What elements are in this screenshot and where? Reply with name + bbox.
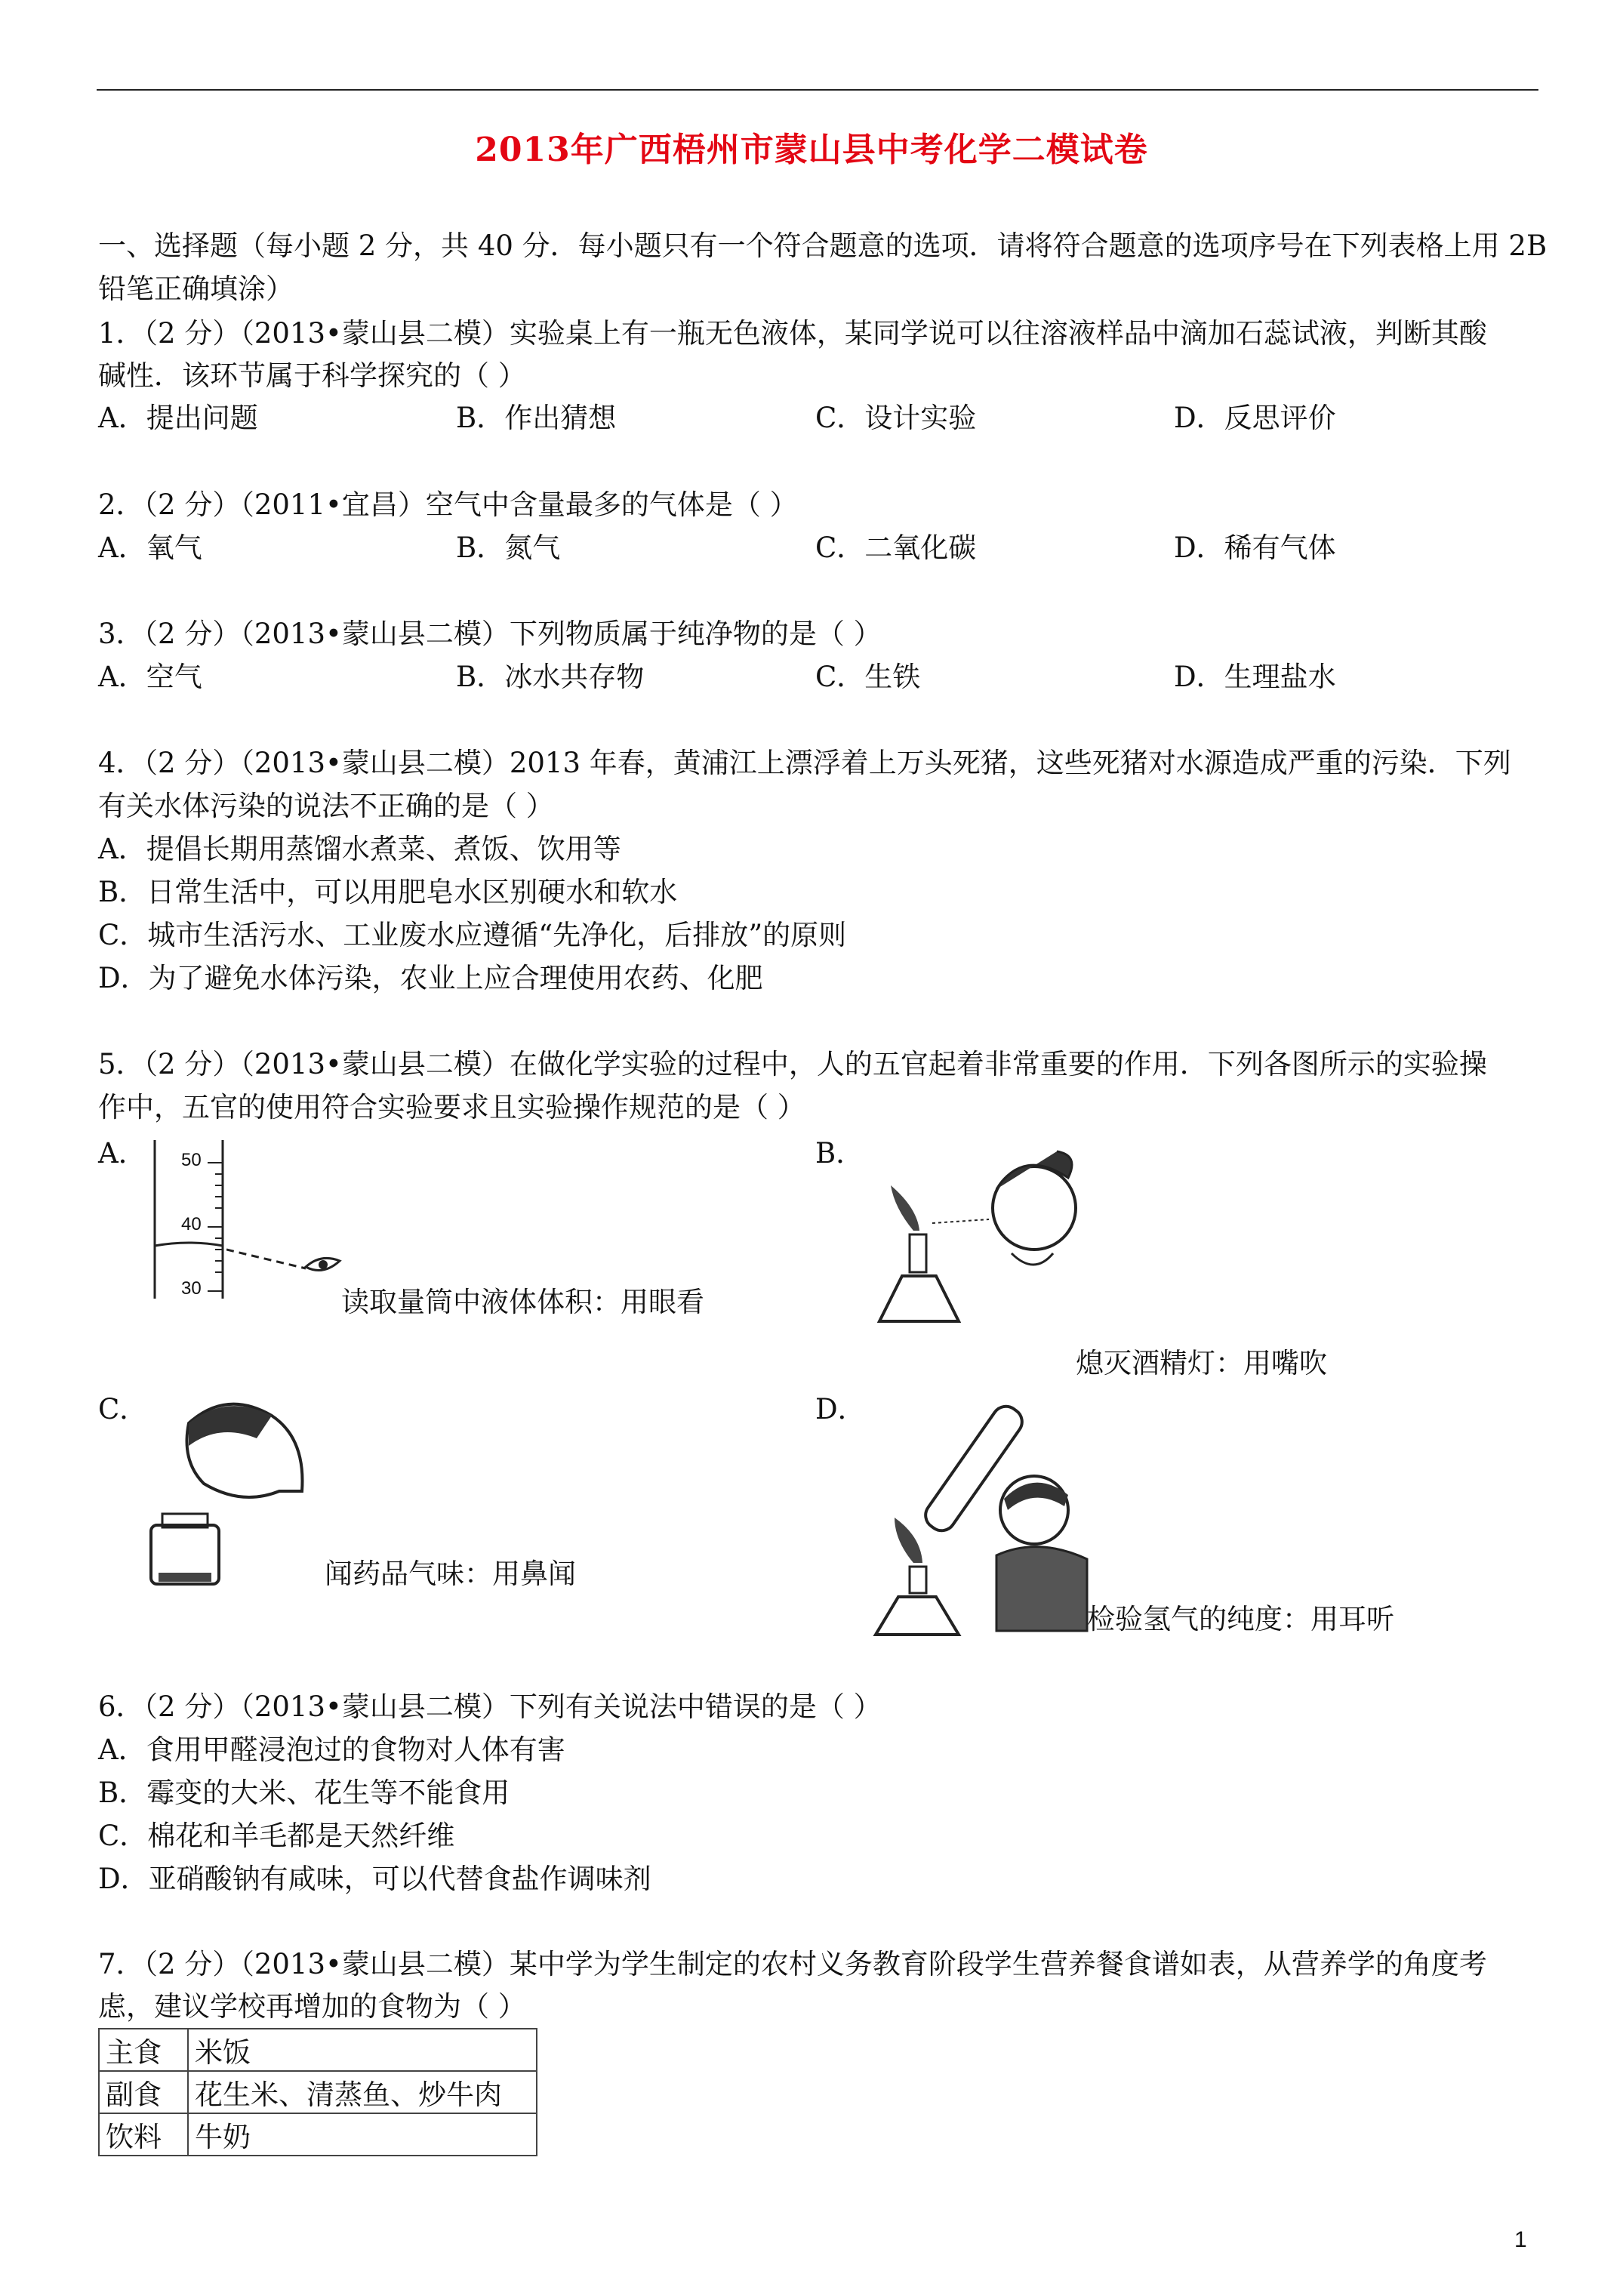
table-cell: 花生米、清蒸鱼、炒牛肉 <box>188 2071 537 2113</box>
q4-stem-line1: 4．（2 分）（2013•蒙山县二模）2013 年春，黄浦江上漂浮着上万头死猪，这些死猪对水源造成严重的污染．下列 <box>98 747 1511 779</box>
q3-option-a: A．空气 <box>98 661 202 693</box>
q5-fig-d-label: D． <box>815 1393 866 1425</box>
menu-table <box>98 2028 537 2156</box>
page-number: 1 <box>1514 2227 1527 2252</box>
q5-fig-c-label: C． <box>98 1393 148 1425</box>
q5-fig-a-caption: 读取量筒中液体体积：用眼看 <box>341 1286 704 1318</box>
q5-fig-c-caption: 闻药品气味：用鼻闻 <box>325 1558 576 1590</box>
q7-stem-line1: 7．（2 分）（2013•蒙山县二模）某中学为学生制定的农村义务教育阶段学生营养餐食谱如表，从营养学的角度考 <box>98 1948 1487 1980</box>
q6-option-a: A．食用甲醛浸泡过的食物对人体有害 <box>98 1734 565 1766</box>
table-cell: 牛奶 <box>188 2113 537 2156</box>
q6-stem-line1: 6．（2 分）（2013•蒙山县二模）下列有关说法中错误的是（ ） <box>98 1690 882 1723</box>
section-heading-line2: 铅笔正确填涂） <box>98 273 294 305</box>
q1-stem-line2: 碱性．该环节属于科学探究的（ ） <box>98 359 526 392</box>
q1-option-c: C．设计实验 <box>815 402 977 434</box>
q5-fig-d-caption: 检验氢气的纯度：用耳听 <box>1087 1603 1394 1635</box>
hydrogen-test-figure <box>861 1397 1110 1638</box>
table-row <box>99 2113 537 2156</box>
cylinder-tick-40: 40 <box>181 1214 202 1234</box>
q2-option-b: B．氮气 <box>456 532 561 564</box>
table-cell: 副食 <box>99 2071 188 2113</box>
q5-fig-b-caption: 熄灭酒精灯：用嘴吹 <box>1076 1347 1327 1379</box>
page-title: 2013年广西梧州市蒙山县中考化学二模试卷 <box>475 131 1148 169</box>
section-heading-line1: 一、选择题（每小题 2 分，共 40 分．每小题只有一个符合题意的选项．请将符合题意的选项序号在下列表格上用 2B <box>98 230 1548 262</box>
q4-option-a: A．提倡长期用蒸馏水煮菜、煮饭、饮用等 <box>98 833 621 865</box>
q1-stem-line1: 1．（2 分）（2013•蒙山县二模）实验桌上有一瓶无色液体，某同学说可以往溶液样品中滴加石蕊试液，判断其酸 <box>98 317 1487 350</box>
table-row <box>99 2071 537 2113</box>
q2-option-d: D．稀有气体 <box>1174 532 1336 564</box>
q1-option-a: A．提出问题 <box>98 402 258 434</box>
q6-option-c: C．棉花和羊毛都是天然纤维 <box>98 1820 455 1852</box>
q2-option-a: A．氧气 <box>98 532 202 564</box>
cylinder-tick-50: 50 <box>181 1150 202 1170</box>
q7-stem-line2: 虑，建议学校再增加的食物为（ ） <box>98 1990 526 2023</box>
table-cell: 米饭 <box>188 2029 537 2071</box>
q5-fig-a-label: A． <box>98 1137 146 1170</box>
q5-stem-line2: 作中，五官的使用符合实验要求且实验操作规范的是（ ） <box>98 1091 805 1123</box>
q3-option-d: D．生理盐水 <box>1174 661 1336 693</box>
q1-option-d: D．反思评价 <box>1174 402 1336 434</box>
graduated-cylinder-figure <box>136 1140 362 1306</box>
q3-option-b: B．冰水共存物 <box>456 661 645 693</box>
q4-stem-line2: 有关水体污染的说法不正确的是（ ） <box>98 790 554 822</box>
q2-stem-line1: 2．（2 分）（2011•宜昌）空气中含量最多的气体是（ ） <box>98 488 798 521</box>
q6-option-d: D．亚硝酸钠有咸味，可以代替食盐作调味剂 <box>98 1863 651 1895</box>
smelling-bottle-figure <box>143 1393 340 1589</box>
table-cell: 主食 <box>99 2029 188 2071</box>
eye-icon <box>226 1231 347 1276</box>
q4-option-c: C．城市生活污水、工业废水应遵循“先净化，后排放”的原则 <box>98 919 847 951</box>
q6-option-b: B．霉变的大米、花生等不能食用 <box>98 1777 510 1809</box>
blowing-lamp-figure <box>861 1148 1087 1351</box>
table-row <box>99 2029 537 2071</box>
cylinder-tick-30: 30 <box>181 1278 202 1299</box>
q3-stem-line1: 3．（2 分）（2013•蒙山县二模）下列物质属于纯净物的是（ ） <box>98 618 882 650</box>
q2-option-c: C．二氧化碳 <box>815 532 977 564</box>
q4-option-d: D．为了避免水体污染，农业上应合理使用农药、化肥 <box>98 962 763 994</box>
q5-fig-b-label: B． <box>815 1137 864 1170</box>
q1-option-b: B．作出猜想 <box>456 402 617 434</box>
q3-option-c: C．生铁 <box>815 661 921 693</box>
table-cell: 饮料 <box>99 2113 188 2156</box>
q4-option-b: B．日常生活中，可以用肥皂水区别硬水和软水 <box>98 876 678 908</box>
q5-stem-line1: 5．（2 分）（2013•蒙山县二模）在做化学实验的过程中，人的五官起着非常重要的作用．下列各图所示的实验操 <box>98 1048 1487 1080</box>
header-rule <box>97 89 1538 91</box>
